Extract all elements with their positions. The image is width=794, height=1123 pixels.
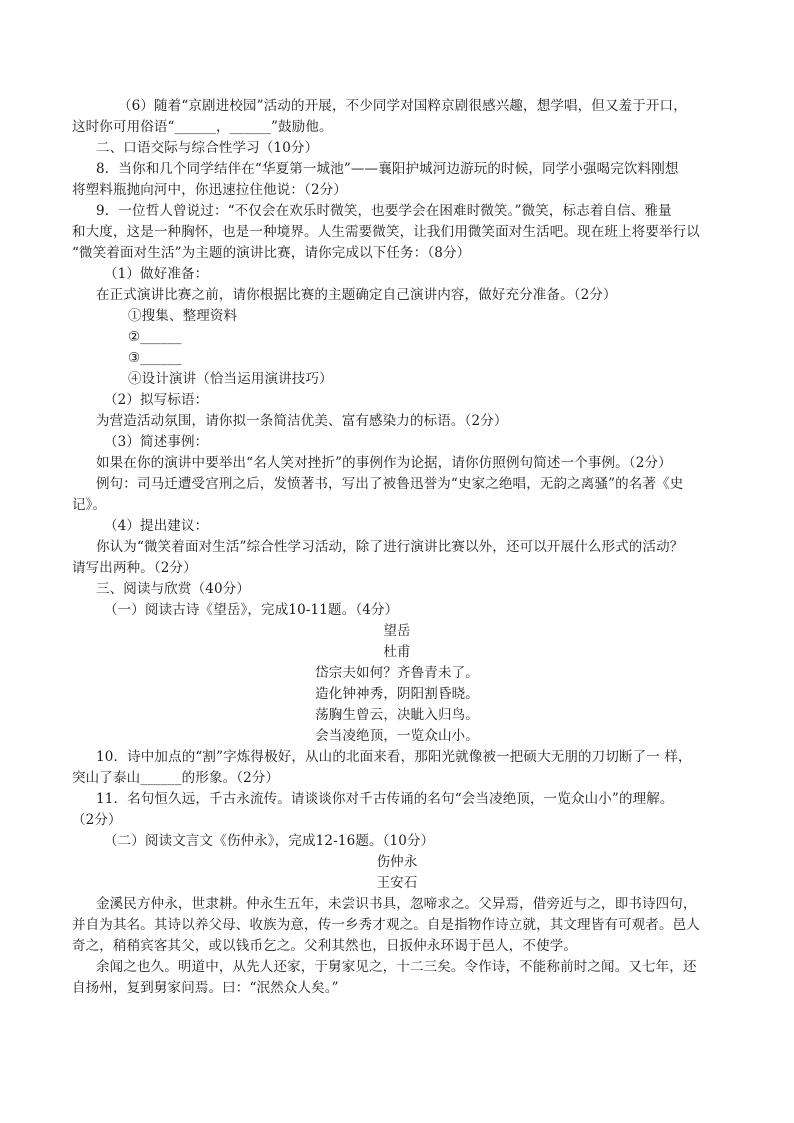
q9-task1-text: 在正式演讲比赛之前，请你根据比赛的主题确定自己演讲内容，做好充分准备。（2分） bbox=[96, 287, 617, 303]
q9-line1: 9．一位哲人曾说过：“不仅会在欢乐时微笑，也要学会在困难时微笑。”微笑，标志着自信、雅量 bbox=[96, 203, 672, 219]
essay-p2-line1: 余闻之也久。明道中，从先人还家，于舅家见之，十二三矣。令作诗，不能称前时之闻。又七年，还 bbox=[96, 959, 697, 975]
q9-task4-heading: （4）提出建议： bbox=[104, 518, 209, 534]
poem-line-2: 造化钟神秀，阴阳割昏晓。 bbox=[315, 686, 479, 702]
q6-line2: 这时你可用俗语“______，______”鼓励他。 bbox=[72, 119, 333, 135]
q9-task1-item2: ②______ bbox=[128, 329, 182, 345]
q11-line1: 11．名句恒久远，千古永流传。请谈谈你对千古传诵的名句“会当凌绝顶，一览众山小”的理解。 bbox=[96, 791, 674, 807]
poem-author: 杜甫 bbox=[383, 644, 411, 660]
q9-task1-item3: ③______ bbox=[128, 350, 182, 366]
essay-p2-line2: 自扬州，复到舅家问焉。曰：“泯然众人矣。” bbox=[72, 980, 339, 996]
poem-line-4: 会当凌绝顶，一览众山小。 bbox=[315, 728, 479, 744]
q10-line1: 10．诗中加点的“割”字炼得极好，从山的北面来看，那阳光就像被一把硕大无朋的刀切断了一 样， bbox=[96, 749, 692, 765]
q11-line2: （2分） bbox=[72, 812, 122, 828]
part-1-heading: （一）阅读古诗《望岳》，完成10-11题。（4分） bbox=[104, 602, 399, 618]
q9-task4-line1: 你认为“微笑着面对生活”综合性学习活动，除了进行演讲比赛以外，还可以开展什么形式的活动？ bbox=[96, 539, 684, 555]
q6-line1: （6）随着“京剧进校园”活动的开展，不少同学对国粹京剧很感兴趣，想学唱，但又羞于开口， bbox=[118, 98, 687, 114]
q9-task2-text: 为营造活动氛围，请你拟一条简洁优美、富有感染力的标语。（2分） bbox=[96, 413, 508, 429]
q9-line2: 和大度，这是一种胸怀，也是一种境界。人生需要微笑，让我们用微笑面对生活吧。现在班上将要举行以 bbox=[72, 224, 700, 240]
section-3-heading: 三、阅读与欣赏（40分） bbox=[96, 581, 250, 597]
essay-p1-line3: 奇之，稍稍宾客其父，或以钱币乞之。父利其然也，日扳仲永环谒于邑人，不使学。 bbox=[72, 938, 578, 954]
essay-p1-line2: 并自为其名。其诗以养父母、收族为意，传一乡秀才观之。自是指物作诗立就，其文理皆有可观者。邑人 bbox=[72, 917, 700, 933]
q9-task3-text: 如果在你的演讲中要举出“名人笑对挫折”的事例作为论据，请你仿照例句简述一个事例。（2分） bbox=[96, 455, 672, 471]
part-2-heading: （二）阅读文言文《伤仲永》，完成12-16题。（10分） bbox=[104, 833, 435, 849]
q8-line2: 将塑料瓶抛向河中，你迅速拉住他说：（2分） bbox=[72, 182, 347, 198]
q9-task1-heading: （1）做好准备： bbox=[104, 266, 209, 282]
q9-task3-example-line2: 记》。 bbox=[72, 497, 107, 513]
q9-task1-item4: ④设计演讲（恰当运用演讲技巧） bbox=[128, 371, 333, 387]
q9-task1-item1: ①搜集、整理资料 bbox=[128, 308, 238, 324]
q9-task4-line2: 请写出两种。（2分） bbox=[72, 560, 197, 576]
essay-author: 王安石 bbox=[376, 875, 418, 891]
section-2-heading: 二、口语交际与综合性学习（10分） bbox=[96, 140, 319, 156]
poem-line-3: 荡胸生曾云，决眦入归鸟。 bbox=[315, 707, 479, 723]
poem-line-1: 岱宗夫如何？齐鲁青未了。 bbox=[315, 665, 479, 681]
q9-task3-example-line1: 例句：司马迁遭受宫刑之后，发愤著书，写出了被鲁迅誉为“史家之绝唱，无韵之离骚”的名著《史 bbox=[96, 476, 684, 492]
q9-task3-heading: （3）简述事例： bbox=[104, 434, 209, 450]
q10-line2: 突山了泰山______的形象。（2分） bbox=[72, 770, 280, 786]
poem-title: 望岳 bbox=[383, 623, 411, 639]
q8-line1: 8．当你和几个同学结伴在“华夏第一城池”——襄阳护城河边游玩的时候，同学小强喝完饮料刚想 bbox=[96, 161, 679, 177]
q9-line3: “微笑着面对生活”为主题的演讲比赛，请你完成以下任务：（8分） bbox=[72, 245, 471, 261]
essay-p1-line1: 金溪民方仲永，世隶耕。仲永生五年，未尝识书具，忽啼求之。父异焉，借旁近与之，即书诗四句， bbox=[96, 896, 697, 912]
essay-title: 伤仲永 bbox=[376, 854, 418, 870]
q9-task2-heading: （2）拟写标语： bbox=[104, 392, 209, 408]
